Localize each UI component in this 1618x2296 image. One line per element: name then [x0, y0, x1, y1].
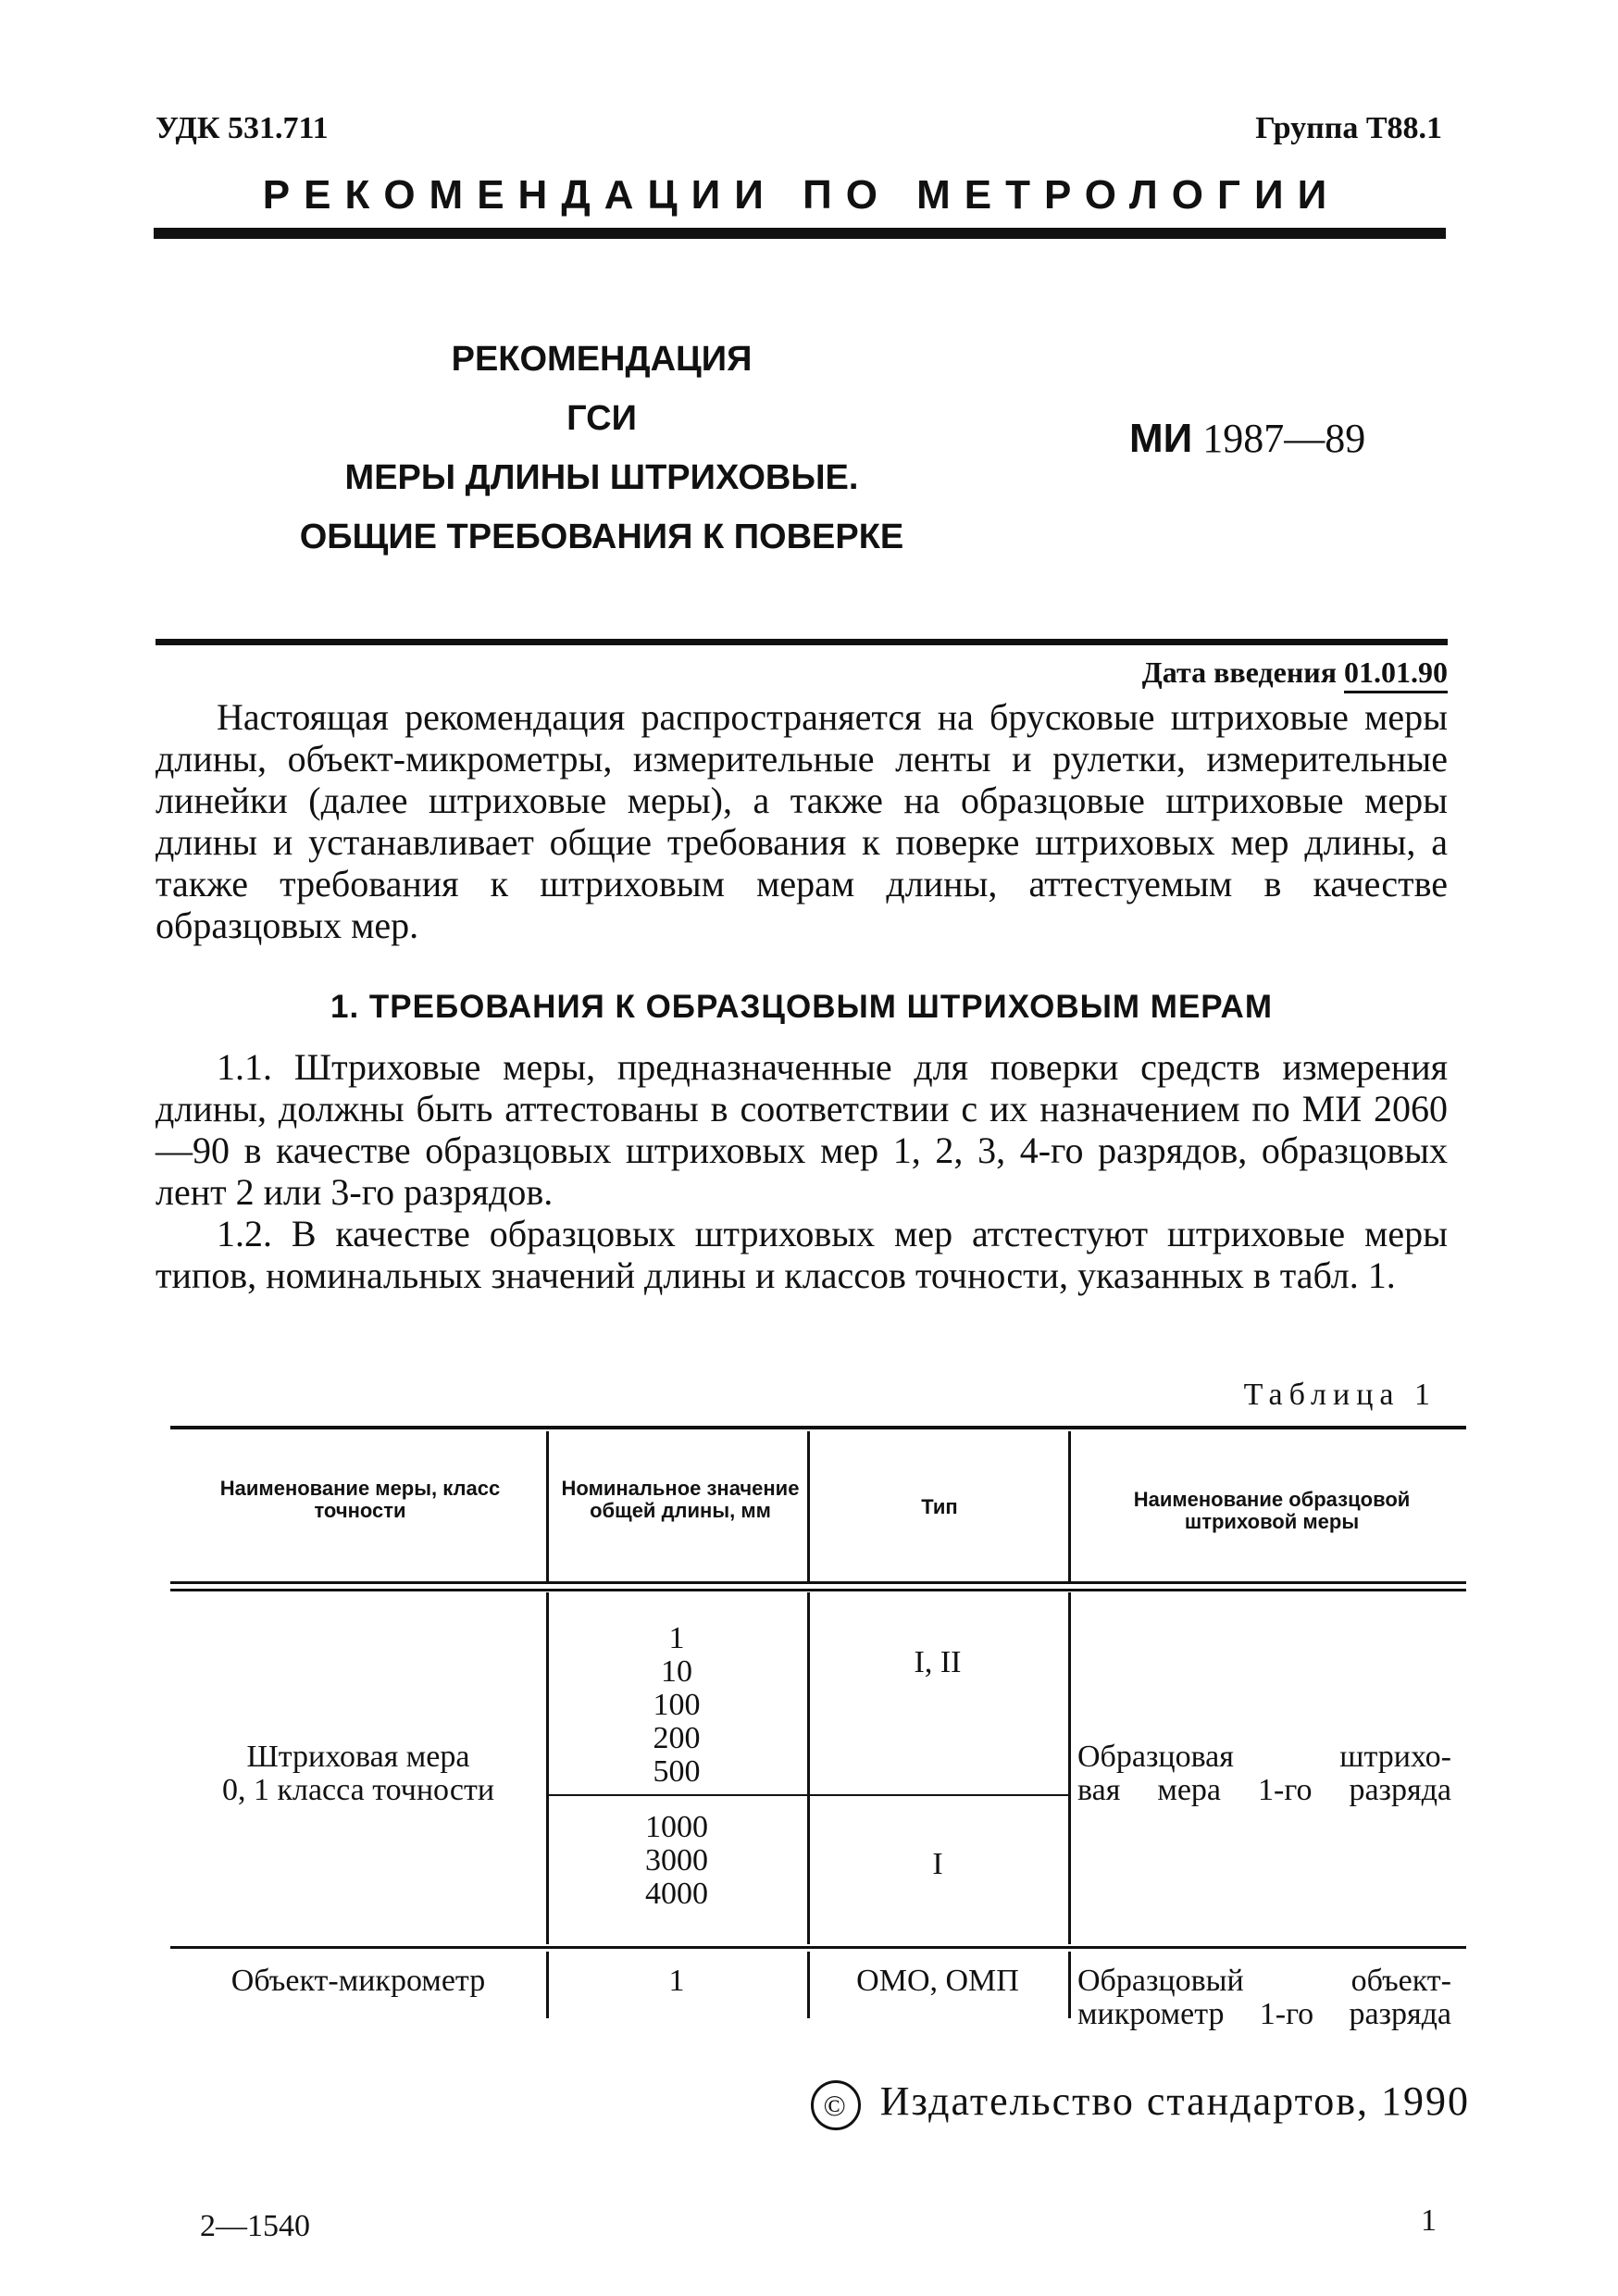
header-standard-name: Наименование образцовой штриховой меры [1133, 1488, 1411, 1533]
length-value: 1 [668, 1621, 685, 1655]
col-rule-3-row2 [1068, 1952, 1071, 2018]
length-value: 10 [661, 1654, 692, 1689]
row1-lengths-b [546, 1811, 807, 1911]
code-number: 1987—89 [1202, 416, 1366, 461]
title-line-1: РЕКОМЕНДАЦИЯ [451, 340, 753, 379]
page-number: 1 [1421, 2203, 1437, 2238]
header-nominal-length: Номинальное значение общей длины, мм [561, 1477, 800, 1522]
col-rule-2 [807, 1592, 810, 1944]
intro-paragraph [156, 696, 1448, 946]
print-code: 2—1540 [200, 2209, 310, 2243]
introduction-date [1142, 655, 1448, 690]
code-prefix: МИ [1129, 416, 1193, 461]
col-rule-2-head [807, 1431, 810, 1581]
date-label: Дата введения [1141, 655, 1337, 689]
document-title [278, 330, 926, 567]
row2-standard [1077, 1965, 1451, 2031]
row2-type: ОМО, ОМП [856, 1964, 1019, 1998]
intro-text: Настоящая рекомендация распространяется на брусковые штриховые меры длины, объект-микрометры, измерительные ленты и рулетки, измерительные линейки (далее штриховые меры), а также на образцовые штриховые меры длины и устанавливает общие требования к поверке штриховых мер длины, а также требования к штриховым мерам длины, аттестуемым в качестве образцовых мер. [156, 696, 1448, 946]
length-value: 100 [653, 1688, 701, 1722]
table-1 [170, 1426, 1466, 2037]
row2-standard-line1: Образцовый объект- [1077, 1964, 1451, 1998]
row1-name-line2: 0, 1 класса точности [221, 1773, 495, 1807]
copyright-text: Издательство стандартов, 1990 [879, 2078, 1470, 2124]
row-rule [170, 1946, 1466, 1949]
title-line-4: ОБЩИЕ ТРЕБОВАНИЯ К ПОВЕРКЕ [299, 518, 904, 556]
col-rule-1-head [546, 1431, 549, 1581]
header-measure-name: Наименование меры, класс точности [219, 1477, 501, 1522]
title-line-2: ГСИ [566, 399, 637, 438]
col-rule-3-head [1068, 1431, 1071, 1581]
title-line-3: МЕРЫ ДЛИНЫ ШТРИХОВЫЕ. [344, 458, 859, 497]
series-title: РЕКОМЕНДАЦИИ ПО МЕТРОЛОГИИ [262, 172, 1341, 218]
table-top-rule [170, 1426, 1466, 1429]
table-caption: Таблица 1 [1243, 1378, 1437, 1412]
row1-name-line1: Штриховая мера [246, 1740, 470, 1774]
row1-standard [1077, 1741, 1451, 1807]
date-value: 01.01.90 [1344, 655, 1448, 693]
row1-name [170, 1741, 546, 1807]
length-value: 4000 [645, 1877, 708, 1911]
row1-type-a: I, II [914, 1645, 962, 1679]
row1-type-b: I [932, 1847, 943, 1881]
udk-code: УДК 531.711 [156, 111, 329, 145]
section-body [156, 1046, 1448, 1296]
header-type: Тип [921, 1495, 958, 1518]
length-value: 500 [653, 1754, 701, 1789]
header-rule-upper [170, 1581, 1466, 1584]
row2-length: 1 [668, 1964, 685, 1998]
length-value: 1000 [645, 1810, 708, 1844]
title-rule [156, 639, 1448, 645]
section-heading: 1. ТРЕБОВАНИЯ К ОБРАЗЦОВЫМ ШТРИХОВЫМ МЕРАМ [330, 989, 1273, 1025]
row1-lengths-a [546, 1622, 807, 1789]
row1-standard-line1: Образцовая штрихо- [1077, 1740, 1451, 1774]
paragraph-1-1: 1.1. Штриховые меры, предназначенные для поверки средств измерения длины, должны быть аттестованы в соответствии с их назначением по МИ 2060—90 в качестве образцовых штриховых мер 1, 2, 3, 4-го разрядов, образцовых лент 2 или 3-го разрядов. [156, 1046, 1448, 1213]
row2-name: Объект-микрометр [230, 1964, 486, 1998]
header-rule [154, 228, 1446, 239]
length-value: 200 [653, 1721, 701, 1755]
group-code: Группа Т88.1 [1255, 111, 1442, 145]
col-rule-3 [1068, 1592, 1071, 1944]
document-code [1129, 415, 1365, 462]
length-value: 3000 [645, 1843, 708, 1878]
copyright-icon: © [811, 2080, 861, 2130]
row2-standard-line2: микрометр 1-го разряда [1077, 1997, 1451, 2031]
paragraph-1-2: 1.2. В качестве образцовых штриховых мер атстестуют штриховые меры типов, номинальных значений длины и классов точности, указанных в табл. 1. [156, 1213, 1448, 1296]
row1-standard-line2: вая мера 1-го разряда [1077, 1773, 1451, 1807]
header-rule-lower [170, 1589, 1466, 1591]
copyright-line [811, 2078, 1470, 2130]
